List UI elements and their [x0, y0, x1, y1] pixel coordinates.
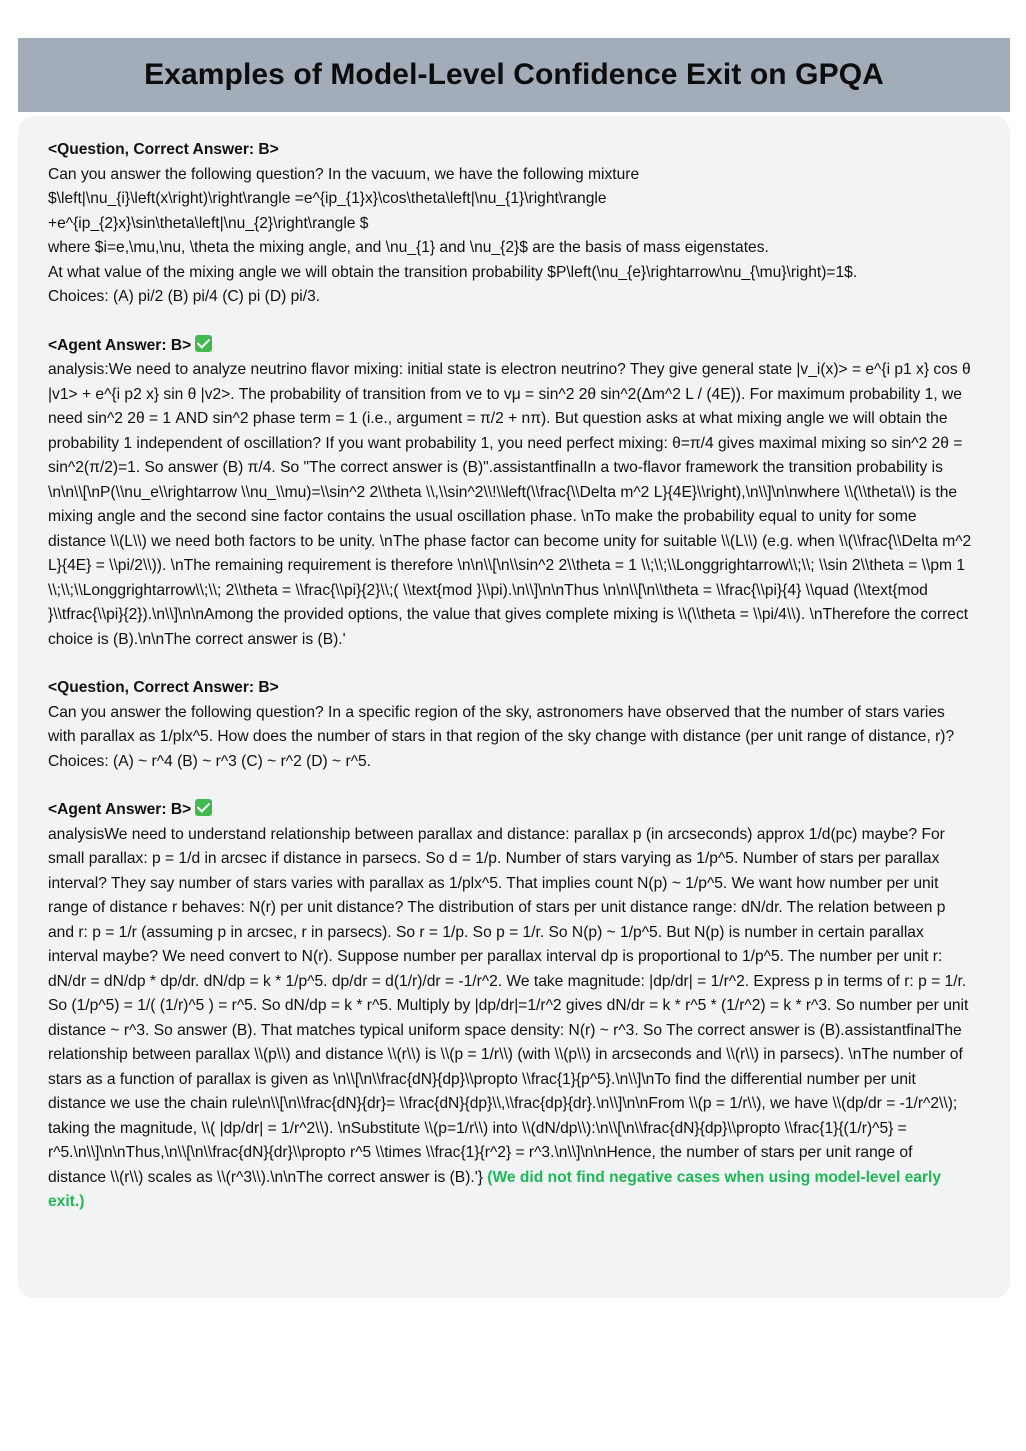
- answer-heading: <Agent Answer: B>: [48, 801, 192, 818]
- answer-block: [48, 334, 974, 653]
- question-line: +e^{ip_{2}x}\sin\theta\left|\nu_{2}\right\rangle $: [48, 214, 369, 232]
- question-text: [48, 163, 974, 310]
- answer-heading: <Agent Answer: B>: [48, 336, 192, 354]
- page-title: Examples of Model-Level Confidence Exit on GPQA: [144, 58, 884, 91]
- question-line: $\left|\nu_{i}\left(x\right)\right\rangle =e^{ip_{1}x}\cos\theta\left|\nu_{1}\right\rangle: [48, 190, 607, 207]
- question-line: Choices: (A) pi/2 (B) pi/4 (C) pi (D) pi/3.: [48, 288, 321, 305]
- question-block: [48, 138, 974, 310]
- question-line: where $i=e,\mu,\nu, \theta the mixing angle, and \nu_{1} and \nu_{2}$ are the basis of mass eigenstates.: [48, 239, 769, 256]
- answer-heading-row: [48, 334, 974, 359]
- question-block: [48, 676, 974, 774]
- answer-heading-row: [48, 798, 974, 823]
- question-heading: <Question, Correct Answer: B>: [48, 679, 279, 696]
- content-panel: [18, 116, 1010, 1298]
- check-mark-icon: [195, 335, 212, 352]
- question-line: At what value of the mixing angle we will obtain the transition probability $P\left(\nu_{e}\rightarrow\nu_{\mu}\right)=1$.: [48, 263, 858, 281]
- answer-text: [48, 823, 974, 1215]
- question-heading: <Question, Correct Answer: B>: [48, 141, 279, 158]
- check-mark-icon: [195, 799, 212, 816]
- negative-cases-note: (We did not find negative cases when using model-level early exit.): [48, 1168, 942, 1210]
- answer-block: [48, 798, 974, 1215]
- question-text: Can you answer the following question? In a specific region of the sky, astronomers have observed that the number of stars varies with parallax as 1/plx^5. How does the number of stars in that region of the sky change with distance (per unit range of distance, r)? Choices: (A) ~ r^4 (B) ~ r^3 (C) ~ r^2 (D) ~ r^5.: [48, 703, 955, 770]
- answer-text: analysis:We need to analyze neutrino flavor mixing: initial state is electron neutrino? They give general state |v_i(x)> = e^{i p1 x} cos θ |v1> + e^{i p2 x} sin θ |v2>. The probability of transition from ve to vμ = sin^2 2θ sin^2(Δm^2 L / (4E)). For maximum probability 1, we need sin^2 2θ = 1 AND sin^2 phase term = 1 (i.e., argument = π/2 + nπ). But question asks at what mixing angle we will obtain the probability 1 independent of oscillation? If you want probability 1, you need perfect mixing: θ=π/4 gives maximal mixing so sin^2 2θ = sin^2(π/2)=1. So answer (B) π/4. So "The correct answer is (B)".assistantfinalIn a two-flavor framework the transition probability is \n\n\\[\nP(\\nu_e\\rightarrow \\nu_\\mu)=\\sin^2 2\\theta \\,\\sin^2\\!\\left(\\frac{\\Delta m^2 L}{4E}\\right),\n\\]\n\nwhere \\(\\theta\\) is the mixing angle and the second sine factor contains the usual oscillation phase. \nTo make the probability equal to unity for some distance \\(L\\) we need both factors to be unity. \nThe phase factor can become unity for suitable \\(L\\) (e.g. when \\(\\frac{\\Delta m^2 L}{4E} = \\pi/2\\)). \nThe remaining requirement is therefore \n\n\\[\n\\sin^2 2\\theta = 1 \\;\\;\\Longgrightarrow\\;\\; \\sin 2\\theta = \\pm 1 \\;\\;\\Longgrightarrow\\;\\; 2\\theta = \\frac{\\pi}{2}\\;( \\text{mod }\\pi).\n\\]\n\nThus \n\n\\[\n\\theta = \\frac{\\pi}{4} \\quad (\\text{mod }\\tfrac{\\pi}{2}).\n\\]\n\nAmong the provided options, the value that gives complete mixing is \\(\\theta = \\pi/4\\). \nTherefore the correct choice is (B).\n\nThe correct answer is (B).': [48, 361, 972, 648]
- title-banner: [18, 38, 1010, 112]
- answer-body: analysisWe need to understand relationship between parallax and distance: parallax p (in arcseconds) approx 1/d(pc) maybe? For small parallax: p = 1/d in arcsec if distance in parsecs. So d = 1/p. Number of stars varying as 1/p^5. Number of stars per parallax interval? They say number of stars varies with parallax as 1/plx^5. That implies count N(p) ~ 1/p^5. We want how number per unit range of distance r behaves: N(r) per unit distance? The distribution of stars per unit distance range: dN/dr. The relation between p and r: p = 1/r (assuming p in arcsec, r in parsecs). So r = 1/p. So p = 1/r. So N(p) ~ 1/p^5. But N(p) is number in certain parallax interval maybe? We need convert to N(r). Suppose number per parallax interval dp is proportional to 1/p^5. The number per unit r: dN/dr = dN/dp * dp/dr. dN/dp = k * 1/p^5. dp/dr = d(1/r)/dr = -1/r^2. We take magnitude: |dp/dr| = 1/r^2. Express p in terms of r: p = 1/r. So (1/p^5) = 1/( (1/r)^5 ) = r^5. So dN/dp = k * r^5. Multiply by |dp/dr|=1/r^2 gives dN/dr = k * r^5 * (1/r^2) = k * r^3. So number per unit distance ~ r^3. So answer (B). That matches typical uniform space density: N(r) ~ r^3. So The correct answer is (B).assistantfinalThe relationship between parallax \\(p\\) and distance \\(r\\) is \\(p = 1/r\\) (with \\(p\\) in arcseconds and \\(r\\) in parsecs). \nThe number of stars as a function of parallax is given as \n\\[\n\\frac{dN}{dp}\\propto \\frac{1}{p^5}.\n\\]\nTo find the differential number per unit distance we use the chain rule\n\\[\n\\frac{dN}{dr}= \\frac{dN}{dp}\\,\\frac{dp}{dr}.\n\\]\n\nFrom \\(p = 1/r\\), we have \\(dp/dr = -1/r^2\\); taking the magnitude, \\( |dp/dr| = 1/r^2\\). \nSubstitute \\(p=1/r\\) into \\(dN/dp\\):\n\\[\n\\frac{dN}{dp}\\propto \\frac{1}{(1/r)^5} = r^5.\n\\]\n\nThus,\n\\[\n\\frac{dN}{dr}\\propto r^5 \\times \\frac{1}{r^2} = r^3.\n\\]\n\nHence, the number of stars per unit range of distance \\(r\\) scales as \\(r^3\\).\n\nThe correct answer is (B).'}: [48, 825, 969, 1186]
- question-line: Can you answer the following question? In the vacuum, we have the following mixture: [48, 165, 640, 183]
